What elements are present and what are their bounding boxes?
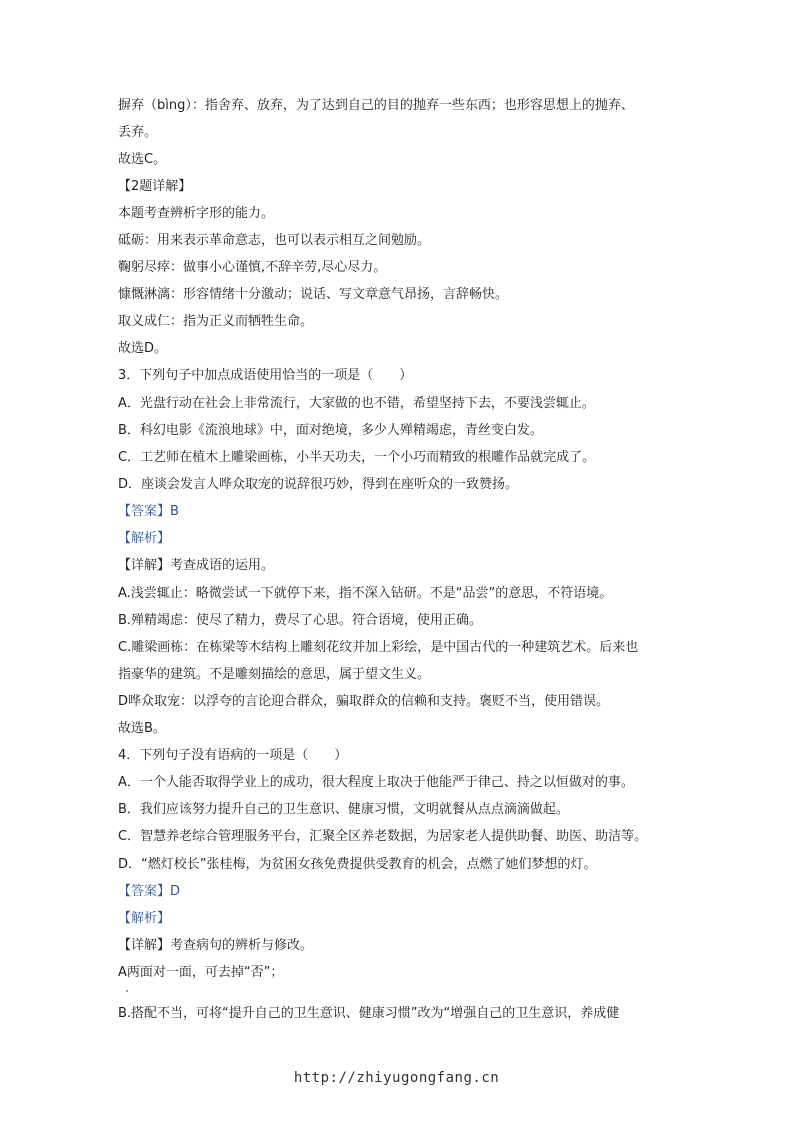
question-stem: 3．下列句子中加点成语使用恰当的一项是（ ） [118, 368, 413, 383]
option-d: D．座谈会发言人哗众取宠的说辞很巧妙，得到在座听众的一致赞扬。 [118, 477, 519, 492]
answer-label: 【答案】D [118, 884, 181, 899]
option-a: A．光盘行动在社会上非常流行，大家做的也不错，希望坚持下去，不要浅尝辄止。 [118, 396, 595, 411]
text-line: 【详解】考查成语的运用。 [118, 558, 275, 573]
question-stem: 4．下列句子没有语病的一项是（ ） [118, 748, 348, 763]
text-line: 故选D。 [118, 341, 168, 356]
text-line: 砥砺：用来表示革命意志，也可以表示相互之间勉励。 [118, 233, 431, 248]
text-line: 鞠躬尽瘁：做事小心谨慎,不辞辛劳,尽心尽力。 [118, 260, 387, 275]
text-line: C.雕梁画栋：在栋梁等木结构上雕刻花纹并加上彩绘，是中国古代的一种建筑艺术。后来也 [118, 640, 639, 655]
option-b: B．科幻电影《流浪地球》中，面对绝境，多少人殚精竭虑，青丝变白发。 [118, 423, 543, 438]
option-a: A．一个人能否取得学业上的成功，很大程度上取决于他能严于律己、持之以恒做对的事。 [118, 775, 634, 790]
section-heading: 【2题详解】 [118, 179, 192, 194]
analysis-label: 【解析】 [118, 911, 171, 926]
stray-dot [126, 990, 128, 992]
text-line: A.浅尝辄止：略微尝试一下就停下来，指不深入钻研。不是“品尝”的意思，不符语境。 [118, 586, 613, 601]
answer-label: 【答案】B [118, 504, 179, 519]
text-line: 【详解】考查病句的辨析与修改。 [118, 938, 314, 953]
text-line: 指豪华的建筑。不是雕刻描绘的意思，属于望文生义。 [118, 667, 431, 682]
text-line: 慷慨淋漓：形容情绪十分激动；说话、写文章意气昂扬，言辞畅快。 [118, 287, 509, 302]
text-line: B.殚精竭虑：使尽了精力，费尽了心思。符合语境，使用正确。 [118, 613, 483, 628]
option-b: B．我们应该努力提升自己的卫生意识、健康习惯，文明就餐从点点滴滴做起。 [118, 802, 569, 817]
text-line: 故选B。 [118, 721, 166, 736]
option-d: D．“燃灯校长”张桂梅，为贫困女孩免费提供受教育的机会，点燃了她们梦想的灯。 [118, 857, 597, 872]
option-c: C．工艺师在植木上雕梁画栋，小半天功夫，一个小巧而精致的根雕作品就完成了。 [118, 450, 596, 465]
option-c: C．智慧养老综合管理服务平台，汇聚全区养老数据，为居家老人提供助餐、助医、助洁等。 [118, 829, 648, 844]
text-line: 故选C。 [118, 152, 167, 167]
text-line: D哗众取宠：以浮夸的言论迎合群众，骗取群众的信赖和支持。褒贬不当，使用错误。 [118, 694, 610, 709]
text-line: 本题考查辨析字形的能力。 [118, 206, 275, 221]
footer-url[interactable]: http://zhiyugongfang.cn [293, 1070, 500, 1086]
text-line: A两面对一面，可去掉“否”； [118, 965, 284, 980]
text-line: B.搭配不当，可将“提升自己的卫生意识、健康习惯”改为“增强自己的卫生意识，养成健 [118, 1006, 620, 1021]
text-line: 丢弃。 [118, 125, 158, 140]
text-line: 取义成仁：指为正义而牺牲生命。 [118, 314, 314, 329]
analysis-label: 【解析】 [118, 531, 171, 546]
text-line: 摒弃（bìng）：指舍弃、放弃，为了达到自己的目的抛弃一些东西；也形容思想上的抛弃、 [118, 98, 634, 113]
